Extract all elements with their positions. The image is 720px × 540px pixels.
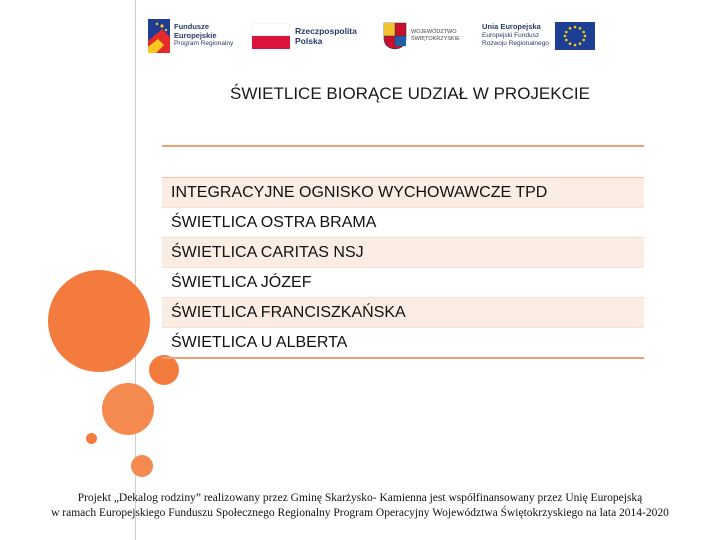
logo-fundusze-europejskie (148, 14, 233, 58)
footer-line2: w ramach Europejskiego Funduszu Społecznego Regionalny Program Operacyjny Województwa Świętokrzyskiego na lata 2014-2020 (51, 507, 669, 519)
logo-bar (140, 14, 610, 58)
table-row: ŚWIETLICA CARITAS NSJ (162, 238, 644, 268)
logo-fundusze-line2: Europejskie (174, 30, 217, 40)
logo-unia-line1: Unia Europejska (482, 22, 541, 32)
fundusze-flag-icon (148, 19, 170, 53)
decorative-circle-small-2 (131, 455, 153, 477)
footer-line1: Projekt „Dekalog rodziny” realizowany przez Gminę Skarżysko- Kamienna jest współfinansowany przez Unię Europejską (77, 492, 643, 504)
table-row: INTEGRACYJNE OGNISKO WYCHOWAWCZE TPD (162, 178, 644, 208)
polish-flag-icon (252, 23, 290, 49)
logo-rzeczpospolita-polska (252, 14, 357, 58)
decorative-circle-large (48, 270, 150, 372)
swietlice-table (162, 145, 644, 359)
eu-flag-icon (555, 22, 595, 50)
logo-unia-europejska (482, 14, 595, 58)
logo-fundusze-line1: Fundusze (174, 22, 209, 32)
footer-note (0, 491, 720, 521)
logo-polska-line1: Rzeczpospolita (295, 26, 357, 36)
table-row: ŚWIETLICA OSTRA BRAMA (162, 208, 644, 238)
page-title: ŚWIETLICE BIORĄCE UDZIAŁ W PROJEKCIE (230, 84, 590, 103)
decorative-circle-secondary (102, 383, 154, 435)
table-row: ŚWIETLICA JÓZEF (162, 268, 644, 298)
table-header-row (162, 147, 644, 178)
logo-wojewodztwo-line2: ŚWIĘTOKRZYSKIE (411, 36, 460, 42)
logo-wojewodztwo-line1: WOJEWÓDZTWO (411, 29, 457, 35)
decorative-circle-medium (149, 355, 179, 385)
logo-wojewodztwo-swietokrzyskie (383, 14, 460, 58)
logo-unia-line2: Europejski Fundusz (482, 31, 540, 39)
coat-of-arms-icon (383, 22, 407, 50)
table-row: ŚWIETLICA FRANCISZKAŃSKA (162, 298, 644, 328)
logo-unia-line3: Rozwoju Regionalnego (482, 40, 549, 48)
decorative-circle-small (86, 433, 97, 444)
table-row: ŚWIETLICA U ALBERTA (162, 328, 644, 359)
logo-polska-line2: Polska (295, 36, 323, 46)
logo-fundusze-line3: Program Regionalny (174, 40, 234, 48)
